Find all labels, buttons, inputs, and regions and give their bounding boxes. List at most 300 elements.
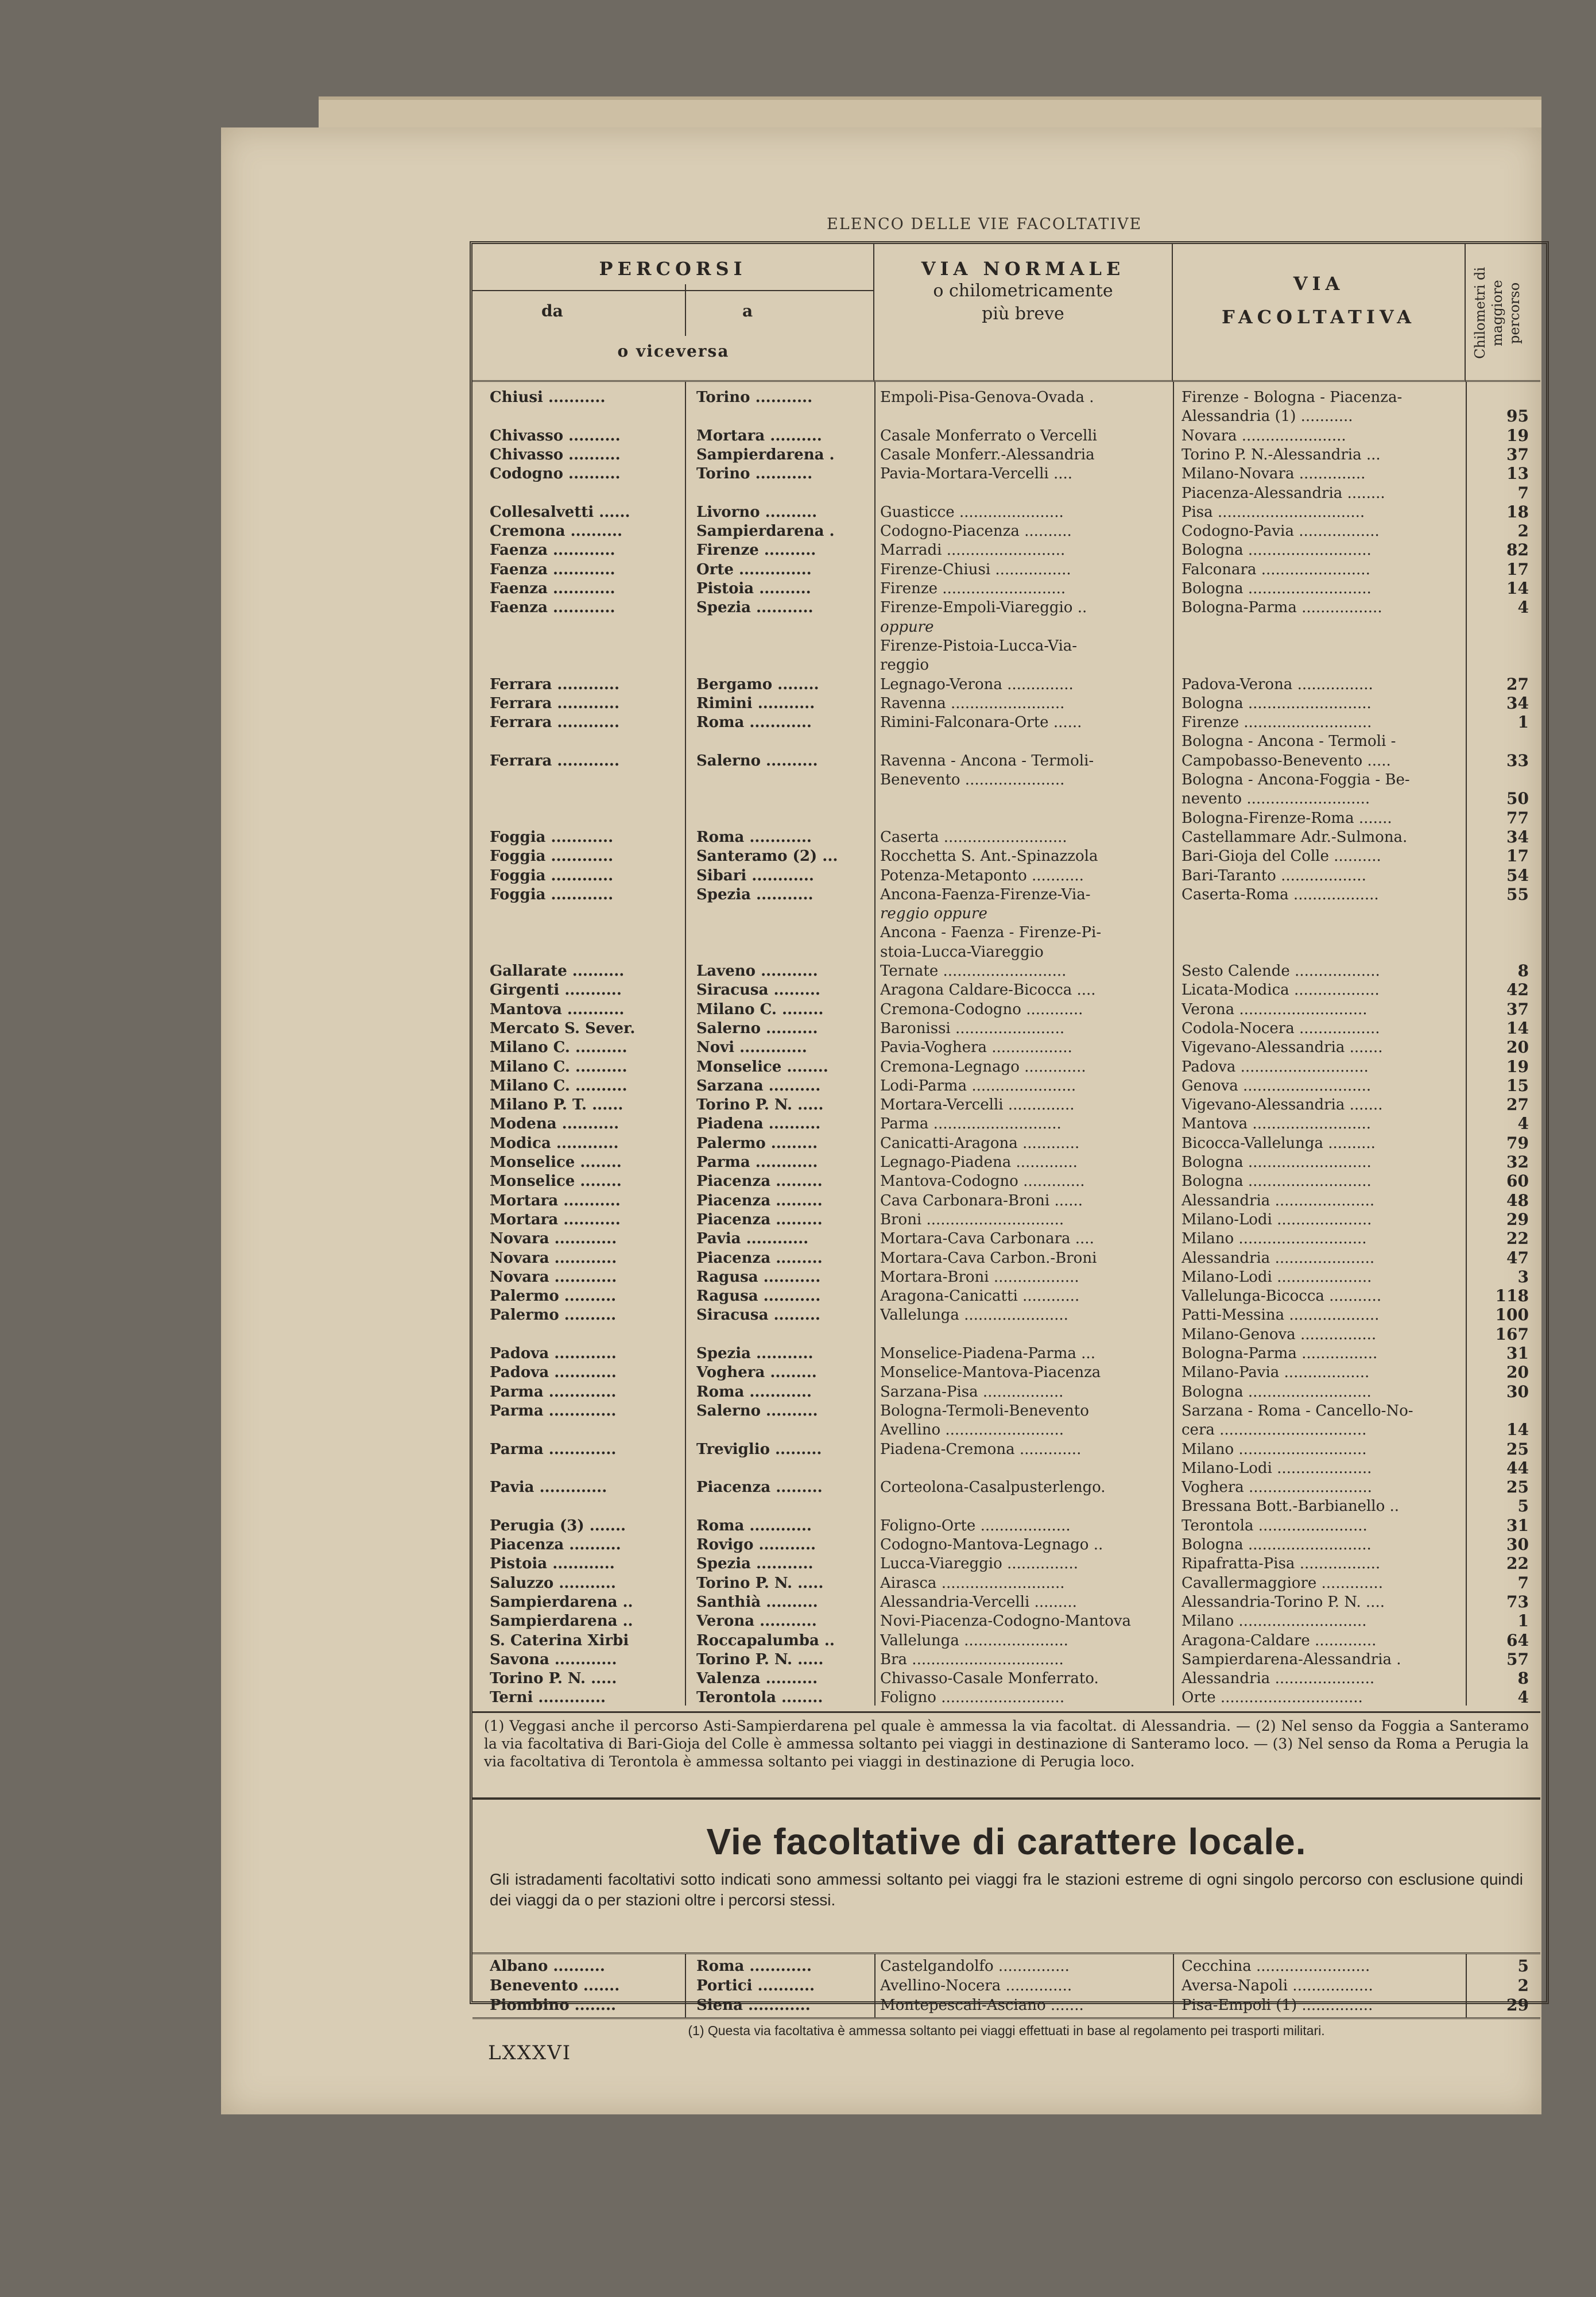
cell-via-facoltativa: Milano-Lodi ....................: [1181, 1459, 1372, 1477]
local-table-row: [472, 1956, 1540, 1976]
table-row: [472, 1114, 1540, 1134]
notes-rule: [472, 1711, 1540, 1713]
cell-da: Foggia ............: [490, 885, 614, 903]
cell-via-facoltativa: Bologna ..........................: [1181, 1536, 1372, 1553]
cell-via-normale: Casale Monferrato o Vercelli: [880, 427, 1097, 444]
cell-via-normale: Avellino .........................: [880, 1421, 1064, 1439]
cell-da: S. Caterina Xirbi: [490, 1631, 629, 1649]
cell-a: Novi .............: [696, 1039, 807, 1057]
table-row: [472, 1286, 1540, 1306]
table-row: [472, 1153, 1540, 1172]
cell-via-normale: Marradi .........................: [880, 542, 1066, 559]
cell-via-normale: Vallelunga ......................: [880, 1306, 1068, 1324]
cell-via-normale: Firenze-Chiusi ................: [880, 560, 1071, 578]
cell-da: Pistoia ............: [490, 1555, 615, 1573]
cell-da: Chivasso ..........: [490, 446, 621, 463]
cell-km: 22: [1506, 1554, 1529, 1573]
footnotes: (1) Veggasi anche il percorso Asti-Sampierdarena pel quale è ammessa la via facoltat. di Alessandria. — (2) Nel senso da Foggia a Santeramo la via facoltativa di Bari-Gioja del Colle è ammessa soltanto pei viaggi in destinazione di Santeramo loco. — (3) Nel senso da Roma a Perugia la via facoltativa di Terontola è ammessa soltanto pei viaggi in destinazione di Perugia loco.: [484, 1718, 1529, 1770]
cell-via-facoltativa: Milano-Pavia ..................: [1181, 1364, 1370, 1382]
cell-via-facoltativa: Alessandria .....................: [1181, 1249, 1375, 1267]
table-row: [472, 1057, 1540, 1077]
table-row: [472, 809, 1540, 828]
cell-da: Novara ............: [490, 1268, 617, 1286]
cell-km: 34: [1506, 827, 1529, 846]
cell-a: Ragusa ...........: [696, 1287, 821, 1305]
cell-via-facoltativa: Pisa-Empoli (1) ...............: [1181, 1997, 1373, 2014]
cell-via-facoltativa: Terontola .......................: [1181, 1517, 1368, 1534]
table-row: [472, 388, 1540, 407]
cell-a: Torino P. N. .....: [696, 1574, 824, 1592]
cell-via-facoltativa: Aversa-Napoli .................: [1181, 1977, 1373, 1994]
cell-da: Foggia ............: [490, 867, 614, 884]
table-row: [472, 1325, 1540, 1344]
cell-km: 14: [1506, 1420, 1529, 1440]
cell-via-normale: Benevento .....................: [880, 771, 1065, 788]
cell-a: Spezia ...........: [696, 1345, 814, 1362]
cell-via-normale: Codogno-Piacenza ..........: [880, 523, 1072, 540]
cell-da: Milano C. ..........: [490, 1039, 627, 1057]
cell-a: Mortara ..........: [696, 427, 822, 444]
cell-km: 20: [1506, 1038, 1529, 1057]
cell-via-normale: Aragona Caldare-Bicocca ....: [880, 981, 1096, 999]
cell-km: 55: [1506, 884, 1529, 904]
cell-a: Monselice ........: [696, 1058, 828, 1076]
cell-via-facoltativa: Milano-Lodi ....................: [1181, 1268, 1372, 1286]
cell-a: Sarzana ..........: [696, 1077, 821, 1095]
cell-km: 73: [1506, 1592, 1529, 1611]
table-row: [472, 540, 1540, 560]
cell-via-facoltativa: Milano ...........................: [1181, 1612, 1367, 1630]
cell-km: 17: [1506, 559, 1529, 579]
cell-km: 7: [1517, 1573, 1529, 1592]
cell-via-facoltativa: Cecchina ........................: [1181, 1958, 1370, 1975]
cell-via-normale: Sarzana-Pisa .................: [880, 1383, 1064, 1401]
cell-da: Benevento .......: [490, 1977, 620, 1994]
cell-via-normale: Foligno ..........................: [880, 1689, 1065, 1707]
table-row: [472, 980, 1540, 1000]
cell-via-facoltativa: cera ...............................: [1181, 1421, 1367, 1439]
header-facolt-title1: VIA: [1293, 273, 1345, 295]
cell-a: Portici ...........: [696, 1977, 815, 1994]
cell-via-normale: Mortara-Vercelli ..............: [880, 1096, 1075, 1114]
cell-da: Novara ............: [490, 1230, 617, 1248]
cell-via-normale: Monselice-Mantova-Piacenza: [880, 1364, 1101, 1382]
cell-da: Gallarate ..........: [490, 962, 625, 980]
header-km-label: Chilometri di maggiore percorso: [1472, 266, 1523, 359]
cell-km: 48: [1506, 1190, 1529, 1210]
cell-a: Rovigo ...........: [696, 1536, 816, 1553]
table-row: [472, 617, 1540, 637]
cell-via-normale: Cremona-Legnago .............: [880, 1058, 1086, 1076]
cell-km: 167: [1495, 1324, 1529, 1344]
cell-da: Faenza ............: [490, 560, 615, 578]
cell-via-facoltativa: Torino P. N.-Alessandria ...: [1181, 446, 1381, 463]
cell-a: Roma ............: [696, 828, 812, 846]
cell-via-normale: Rocchetta S. Ant.-Spinazzola: [880, 848, 1098, 865]
cell-a: Piacenza .........: [696, 1192, 823, 1209]
local-route-table: [472, 1952, 1540, 2019]
cell-via-normale: Rimini-Falconara-Orte ......: [880, 714, 1082, 732]
table-row: [472, 732, 1540, 751]
cell-a: Sampierdarena .: [696, 446, 835, 463]
cell-via-facoltativa: Bari-Taranto ..................: [1181, 867, 1366, 884]
cell-da: Faenza ............: [490, 580, 615, 597]
header-divider-vertical: [685, 284, 686, 336]
cell-via-normale: Mortara-Cava Carbon.-Broni: [880, 1249, 1097, 1267]
table-row: [472, 1554, 1540, 1573]
cell-km: 4: [1517, 1114, 1529, 1134]
cell-via-facoltativa: Bologna-Parma ................: [1181, 1345, 1378, 1362]
cell-km: 29: [1506, 1996, 1529, 2014]
cell-da: Perugia (3) .......: [490, 1517, 626, 1534]
cell-via-normale: Broni .............................: [880, 1211, 1064, 1228]
cell-a: Piacenza .........: [696, 1173, 823, 1190]
table-row: [472, 694, 1540, 713]
cell-via-normale: reggio oppure: [880, 905, 987, 923]
table-row: [472, 1019, 1540, 1038]
cell-da: Savona ............: [490, 1650, 617, 1668]
cell-via-facoltativa: Bologna ..........................: [1181, 542, 1372, 559]
cell-km: 34: [1506, 693, 1529, 713]
cell-a: Santeramo (2) ...: [696, 848, 838, 865]
cell-da: Milano C. ..........: [490, 1077, 627, 1095]
cell-da: Ferrara ............: [490, 675, 620, 693]
cell-km: 18: [1506, 502, 1529, 521]
cell-via-normale: reggio: [880, 656, 929, 674]
local-footnote: (1) Questa via facoltativa è ammessa soltanto pei viaggi effettuati in base al regolamento pei trasporti militari.: [688, 2023, 1325, 2038]
cell-via-normale: Avellino-Nocera ..............: [880, 1977, 1072, 1994]
cell-via-facoltativa: nevento ..........................: [1181, 790, 1370, 808]
cell-km: 47: [1506, 1248, 1529, 1267]
cell-km: 118: [1495, 1286, 1529, 1306]
cell-a: Rimini ...........: [696, 694, 815, 712]
cell-via-normale: Ancona - Faenza - Firenze-Pi-: [880, 924, 1102, 942]
table-row: [472, 1038, 1540, 1057]
table-row: [472, 1535, 1540, 1554]
cell-via-facoltativa: Milano ...........................: [1181, 1440, 1367, 1458]
cell-via-normale: Montepescali-Asciano .......: [880, 1997, 1084, 2014]
cell-via-normale: Mantova-Codogno .............: [880, 1173, 1085, 1190]
cell-via-normale: Ravenna - Ancona - Termoli-: [880, 752, 1094, 769]
cell-km: 14: [1506, 579, 1529, 598]
cell-via-facoltativa: Mantova .........................: [1181, 1115, 1372, 1133]
cell-via-facoltativa: Codogno-Pavia .................: [1181, 523, 1380, 540]
cell-km: 20: [1506, 1363, 1529, 1382]
table-row: [472, 464, 1540, 484]
cell-da: Milano P. T. ......: [490, 1096, 623, 1114]
cell-via-facoltativa: Genova ...........................: [1181, 1077, 1372, 1095]
cell-via-facoltativa: Alessandria (1) ...........: [1181, 408, 1353, 426]
cell-km: 37: [1506, 999, 1529, 1019]
cell-da: Parma .............: [490, 1402, 617, 1420]
cell-via-normale: Ancona-Faenza-Firenze-Via-: [880, 885, 1091, 903]
cell-via-facoltativa: Bicocca-Vallelunga ..........: [1181, 1134, 1376, 1152]
cell-via-normale: Pavia-Mortara-Vercelli ....: [880, 465, 1073, 483]
table-frame: [470, 241, 1549, 2038]
cell-a: Santhià ..........: [696, 1593, 818, 1611]
table-row: [472, 407, 1540, 426]
cell-a: Firenze ..........: [696, 542, 816, 559]
cell-a: Spezia ...........: [696, 1555, 814, 1573]
cell-da: Piombino ........: [490, 1997, 617, 2014]
cell-a: Treviglio .........: [696, 1440, 822, 1458]
table-row: [472, 1401, 1540, 1421]
cell-da: Ferrara ............: [490, 714, 620, 732]
cell-a: Spezia ...........: [696, 885, 814, 903]
cell-a: Valenza ..........: [696, 1670, 818, 1688]
cell-da: Chivasso ..........: [490, 427, 621, 444]
cell-via-normale: Firenze-Pistoia-Lucca-Via-: [880, 637, 1078, 655]
local-table-row: [472, 1996, 1540, 2015]
table-row: [472, 1650, 1540, 1669]
cell-km: 31: [1506, 1344, 1529, 1363]
cell-a: Terontola ........: [696, 1689, 823, 1707]
table-row: [472, 866, 1540, 885]
cell-da: Ferrara ............: [490, 694, 620, 712]
table-row: [472, 1611, 1540, 1631]
cell-a: Torino ...........: [696, 465, 813, 483]
header-percorsi: [472, 244, 874, 382]
cell-via-normale: Pavia-Voghera .................: [880, 1039, 1072, 1057]
cell-via-facoltativa: Sesto Calende ..................: [1181, 962, 1380, 980]
cell-via-facoltativa: Vigevano-Alessandria .......: [1181, 1096, 1383, 1114]
table-row: [472, 846, 1540, 866]
table-row: [472, 484, 1540, 503]
cell-via-facoltativa: Bologna - Ancona - Termoli -: [1181, 733, 1396, 751]
cell-via-facoltativa: Bologna - Ancona-Foggia - Be-: [1181, 771, 1410, 788]
cell-a: Piacenza .........: [696, 1211, 823, 1228]
cell-via-normale: Cremona-Codogno ............: [880, 1000, 1083, 1018]
cell-da: Ferrara ............: [490, 752, 620, 769]
cell-via-facoltativa: Milano-Lodi ....................: [1181, 1211, 1372, 1228]
cell-via-normale: Lodi-Parma ......................: [880, 1077, 1076, 1095]
cell-a: Salerno ..........: [696, 1019, 818, 1037]
header-divider: [472, 290, 874, 291]
cell-da: Collesalvetti ......: [490, 503, 630, 521]
cell-via-normale: Baronissi .......................: [880, 1019, 1065, 1037]
cell-a: Roma ............: [696, 1383, 812, 1401]
cell-km: 25: [1506, 1478, 1529, 1497]
cell-a: Bergamo ........: [696, 675, 819, 693]
cell-da: Torino P. N. .....: [490, 1670, 617, 1688]
cell-via-normale: Novi-Piacenza-Codogno-Mantova: [880, 1612, 1132, 1630]
cell-da: Cremona ..........: [490, 523, 623, 540]
cell-km: 1: [1517, 1611, 1529, 1631]
header-viceversa: o viceversa: [617, 342, 730, 361]
cell-km: 64: [1506, 1630, 1529, 1650]
table-row: [472, 1363, 1540, 1382]
cell-km: 19: [1506, 1057, 1529, 1076]
cell-via-normale: Bologna-Termoli-Benevento: [880, 1402, 1089, 1420]
local-table-row: [472, 1976, 1540, 1996]
cell-km: 2: [1517, 1976, 1529, 1995]
cell-a: Ragusa ...........: [696, 1268, 821, 1286]
cell-via-facoltativa: Alessandria .....................: [1181, 1670, 1375, 1688]
page-number: LXXXVI: [488, 2041, 572, 2064]
cell-a: Siracusa .........: [696, 981, 820, 999]
table-row: [472, 1420, 1540, 1440]
cell-via-facoltativa: Piacenza-Alessandria ........: [1181, 484, 1385, 502]
table-row: [472, 1248, 1540, 1268]
cell-via-normale: Monselice-Piadena-Parma ...: [880, 1345, 1095, 1362]
cell-via-facoltativa: Bologna ..........................: [1181, 580, 1372, 597]
cell-da: Codogno ..........: [490, 465, 621, 483]
cell-km: 5: [1517, 1956, 1529, 1975]
table-row: [472, 521, 1540, 541]
table-row: [472, 1592, 1540, 1612]
cell-km: 5: [1517, 1496, 1529, 1516]
table-row: [472, 1076, 1540, 1096]
table-row: [472, 1134, 1540, 1153]
cell-km: 77: [1506, 808, 1529, 827]
cell-a: Salerno ..........: [696, 1402, 818, 1420]
cell-a: Verona ...........: [696, 1612, 817, 1630]
cell-km: 8: [1517, 961, 1529, 980]
cell-da: Mantova ...........: [490, 1000, 625, 1018]
cell-a: Siracusa .........: [696, 1306, 820, 1324]
cell-a: Roma ............: [696, 1958, 812, 1975]
cell-da: Chiusi ...........: [490, 389, 606, 406]
cell-via-facoltativa: Firenze - Bologna - Piacenza-: [1181, 389, 1403, 406]
cell-km: 15: [1506, 1076, 1529, 1095]
cell-via-facoltativa: Cavallermaggiore .............: [1181, 1574, 1383, 1592]
cell-da: Foggia ............: [490, 828, 614, 846]
cell-a: Orte ..............: [696, 560, 812, 578]
table-row: [472, 1459, 1540, 1478]
cell-a: Roma ............: [696, 1517, 812, 1534]
cell-via-normale: Lucca-Viareggio ...............: [880, 1555, 1078, 1573]
cell-km: 42: [1506, 980, 1529, 1000]
cell-via-normale: Empoli-Pisa-Genova-Ovada .: [880, 389, 1094, 406]
cell-via-facoltativa: Sarzana - Roma - Cancello-No-: [1181, 1402, 1413, 1420]
table-row: [472, 1171, 1540, 1191]
cell-da: Palermo ..........: [490, 1306, 617, 1324]
local-section-intro: Gli istradamenti facoltativi sotto indicati sono ammessi soltanto pei viaggi fra le stazioni estreme di ogni singolo percorso con esclusione quindi dei viaggi da o per stazioni oltre i percorsi stessi.: [490, 1870, 1523, 1909]
cell-via-facoltativa: Aragona-Caldare .............: [1181, 1631, 1377, 1649]
cell-a: Livorno ..........: [696, 503, 818, 521]
cell-via-normale: Legnago-Piadena .............: [880, 1154, 1078, 1171]
section-rule: [472, 1797, 1540, 1800]
cell-via-normale: Firenze-Empoli-Viareggio ..: [880, 599, 1087, 617]
cell-a: Piadena ..........: [696, 1115, 821, 1133]
cell-via-facoltativa: Novara ......................: [1181, 427, 1346, 444]
cell-km: 54: [1506, 865, 1529, 885]
cell-via-facoltativa: Vigevano-Alessandria .......: [1181, 1039, 1383, 1057]
cell-via-facoltativa: Codola-Nocera .................: [1181, 1019, 1380, 1037]
cell-via-normale: Mortara-Broni ..................: [880, 1268, 1079, 1286]
cell-da: Albano ..........: [490, 1958, 605, 1975]
table-row: [472, 1669, 1540, 1688]
cell-via-facoltativa: Bologna ..........................: [1181, 1383, 1372, 1401]
table-row: [472, 1210, 1540, 1229]
table-row: [472, 1478, 1540, 1497]
cell-da: Parma .............: [490, 1440, 617, 1458]
cell-via-normale: Codogno-Mantova-Legnago ..: [880, 1536, 1103, 1553]
cell-a: Piacenza .........: [696, 1479, 823, 1496]
cell-via-normale: Legnago-Verona ..............: [880, 675, 1074, 693]
cell-da: Terni .............: [490, 1689, 606, 1707]
cell-km: 95: [1506, 407, 1529, 426]
cell-via-normale: Parma ...........................: [880, 1115, 1062, 1133]
cell-km: 79: [1506, 1133, 1529, 1153]
cell-km: 27: [1506, 1095, 1529, 1115]
cell-a: Salerno ..........: [696, 752, 818, 769]
cell-a: Spezia ...........: [696, 599, 814, 617]
cell-da: Parma .............: [490, 1383, 617, 1401]
cell-via-normale: Casale Monferr.-Alessandria: [880, 446, 1095, 463]
cell-da: Mortara ...........: [490, 1192, 621, 1209]
cell-via-normale: Aragona-Canicatti ............: [880, 1287, 1080, 1305]
cell-km: 19: [1506, 426, 1529, 445]
cell-da: Padova ............: [490, 1364, 617, 1382]
table-row: [472, 1496, 1540, 1516]
cell-via-facoltativa: Caserta-Roma ..................: [1181, 885, 1379, 903]
cell-km: 82: [1506, 540, 1529, 560]
table-row: [472, 1000, 1540, 1019]
cell-da: Saluzzo ...........: [490, 1574, 616, 1592]
cell-via-normale: Guasticce ......................: [880, 503, 1064, 521]
cell-via-normale: Bra ................................: [880, 1650, 1064, 1668]
cell-da: Piacenza ..........: [490, 1536, 621, 1553]
table-row: [472, 942, 1540, 962]
cell-via-facoltativa: Padova ...........................: [1181, 1058, 1369, 1076]
cell-km: 50: [1506, 789, 1529, 809]
cell-da: Foggia ............: [490, 848, 614, 865]
cell-da: Monselice ........: [490, 1173, 622, 1190]
cell-via-facoltativa: Patti-Messina ...................: [1181, 1306, 1380, 1324]
cell-a: Siena ............: [696, 1997, 811, 2014]
table-row: [472, 770, 1540, 790]
table-row: [472, 502, 1540, 522]
cell-via-normale: Potenza-Metaponto ...........: [880, 867, 1084, 884]
header-da: da: [541, 301, 563, 320]
table-row: [472, 1573, 1540, 1593]
table-row: [472, 636, 1540, 656]
cell-da: Sampierdarena ..: [490, 1593, 633, 1611]
cell-km: 33: [1506, 751, 1529, 770]
table-row: [472, 789, 1540, 809]
cell-via-normale: Ravenna ........................: [880, 694, 1065, 712]
cell-km: 29: [1506, 1209, 1529, 1229]
cell-da: Palermo ..........: [490, 1287, 617, 1305]
cell-km: 13: [1506, 464, 1529, 484]
cell-da: Novara ............: [490, 1249, 617, 1267]
cell-km: 4: [1517, 598, 1529, 617]
table-row: [472, 923, 1540, 942]
header-percorsi-title: PERCORSI: [599, 258, 747, 280]
cell-via-normale: Airasca ..........................: [880, 1574, 1065, 1592]
cell-via-facoltativa: Bologna-Firenze-Roma .......: [1181, 809, 1392, 827]
cell-da: Faenza ............: [490, 542, 615, 559]
table-row: [472, 827, 1540, 847]
cell-da: Faenza ............: [490, 599, 615, 617]
cell-a: Roccapalumba ..: [696, 1631, 835, 1649]
cell-km: 32: [1506, 1153, 1529, 1171]
cell-km: 4: [1517, 1688, 1529, 1707]
cell-via-facoltativa: Milano-Novara ..............: [1181, 465, 1366, 483]
cell-a: Torino ...........: [696, 389, 813, 406]
cell-a: Palermo .........: [696, 1134, 818, 1152]
table-row: [472, 904, 1540, 923]
header-normale-sub1: o chilometricamente: [933, 281, 1113, 301]
cell-via-normale: Canicatti-Aragona ............: [880, 1134, 1080, 1152]
table-row: [472, 426, 1540, 446]
cell-via-normale: stoia-Lucca-Viareggio: [880, 943, 1044, 961]
table-row: [472, 1516, 1540, 1536]
cell-via-facoltativa: Pisa ...............................: [1181, 503, 1365, 521]
cell-a: Sibari ............: [696, 867, 814, 884]
cell-via-facoltativa: Bologna ..........................: [1181, 694, 1372, 712]
